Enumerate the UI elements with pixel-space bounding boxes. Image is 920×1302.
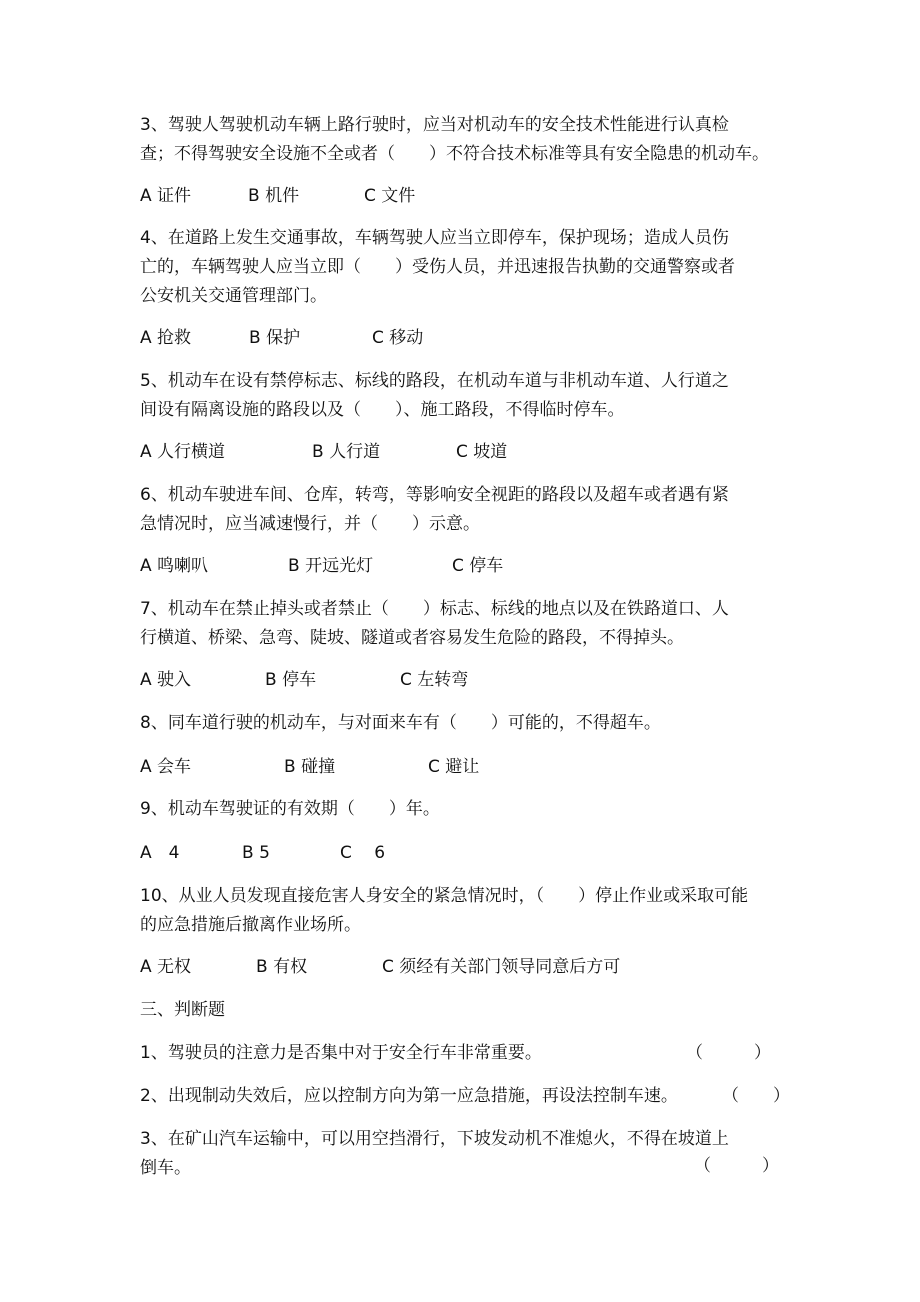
question-number: 9、 — [140, 799, 168, 819]
question-3-line-2: 查；不得驾驶安全设施不全或者（ ）不符合技术标准等具有安全隐患的机动车。 — [140, 144, 769, 164]
option-c: C 文件 — [364, 186, 416, 206]
option-c: C 避让 — [428, 757, 480, 777]
judgment-2-line-1: 2、出现制动失效后，应以控制方向为第一应急措施，再设法控制车速。 — [140, 1086, 678, 1106]
question-4-line-1: 4、在道路上发生交通事故，车辆驾驶人应当立即停车，保护现场；造成人员伤 — [140, 228, 729, 248]
option-c: C 坡道 — [456, 442, 508, 462]
question-number: 10、 — [140, 886, 179, 906]
option-b: B 有权 — [256, 957, 308, 977]
judgment-number: 1、 — [140, 1043, 168, 1063]
option-b: B 人行道 — [312, 442, 381, 462]
question-number: 4、 — [140, 228, 168, 248]
option-a: A 会车 — [140, 757, 192, 777]
question-number: 3、 — [140, 115, 168, 135]
question-number: 7、 — [140, 599, 168, 619]
option-b: B 机件 — [248, 186, 300, 206]
question-6-line-2: 急情况时，应当减速慢行，并（ ）示意。 — [140, 514, 480, 534]
question-7-line-1: 7、机动车在禁止掉头或者禁止（ ）标志、标线的地点以及在铁路道口、人 — [140, 599, 729, 619]
question-10-line-2: 的应急措施后撤离作业场所。 — [140, 915, 361, 935]
question-number: 6、 — [140, 485, 168, 505]
judgment-3-line-1: 3、在矿山汽车运输中，可以用空挡滑行，下坡发动机不准熄火，不得在坡道上 — [140, 1129, 729, 1149]
question-8-line-1: 8、同车道行驶的机动车，与对面来车有（ ）可能的，不得超车。 — [140, 713, 661, 733]
option-a: A 4 — [140, 843, 180, 863]
option-a: A 抢救 — [140, 328, 192, 348]
option-b: B 5 — [242, 843, 270, 863]
question-4-line-3: 公安机关交通管理部门。 — [140, 286, 327, 306]
judgment-1-line-1: 1、驾驶员的注意力是否集中对于安全行车非常重要。 — [140, 1043, 542, 1063]
question-number: 5、 — [140, 371, 168, 391]
option-c: C 左转弯 — [400, 670, 469, 690]
judgment-number: 2、 — [140, 1086, 168, 1106]
option-b: B 保护 — [249, 328, 301, 348]
option-c: C 须经有关部门领导同意后方可 — [382, 957, 621, 977]
option-c: C 停车 — [452, 556, 504, 576]
option-a: A 无权 — [140, 957, 192, 977]
question-7-line-2: 行横道、桥梁、急弯、陡坡、隧道或者容易发生危险的路段，不得掉头。 — [140, 628, 684, 648]
option-b: B 碰撞 — [284, 757, 336, 777]
section-title: 三、判断题 — [140, 1000, 225, 1020]
option-a: A 证件 — [140, 186, 192, 206]
answer-blank: （ ） — [686, 1043, 771, 1063]
option-a: A 鸣喇叭 — [140, 556, 209, 576]
judgment-3-line-2: 倒车。 — [140, 1158, 191, 1178]
question-10-line-1: 10、从业人员发现直接危害人身安全的紧急情况时，（ ）停止作业或采取可能 — [140, 886, 749, 906]
option-a: A 人行横道 — [140, 442, 226, 462]
question-9-line-1: 9、机动车驾驶证的有效期（ ）年。 — [140, 799, 440, 819]
answer-blank: （ ） — [694, 1156, 779, 1176]
option-b: B 停车 — [265, 670, 317, 690]
question-number: 8、 — [140, 713, 168, 733]
question-3-line-1: 3、驾驶人驾驶机动车辆上路行驶时，应当对机动车的安全技术性能进行认真检 — [140, 115, 729, 135]
option-b: B 开远光灯 — [288, 556, 374, 576]
option-c: C 移动 — [372, 328, 424, 348]
question-6-line-1: 6、机动车驶进车间、仓库，转弯，等影响安全视距的路段以及超车或者遇有紧 — [140, 485, 729, 505]
option-c: C 6 — [340, 843, 386, 863]
answer-blank: （ ） — [722, 1086, 790, 1106]
question-5-line-2: 间设有隔离设施的路段以及（ ）、施工路段，不得临时停车。 — [140, 400, 625, 420]
judgment-number: 3、 — [140, 1129, 168, 1149]
question-4-line-2: 亡的，车辆驾驶人应当立即（ ）受伤人员，并迅速报告执勤的交通警察或者 — [140, 257, 735, 277]
question-5-line-1: 5、机动车在设有禁停标志、标线的路段，在机动车道与非机动车道、人行道之 — [140, 371, 729, 391]
option-a: A 驶入 — [140, 670, 192, 690]
